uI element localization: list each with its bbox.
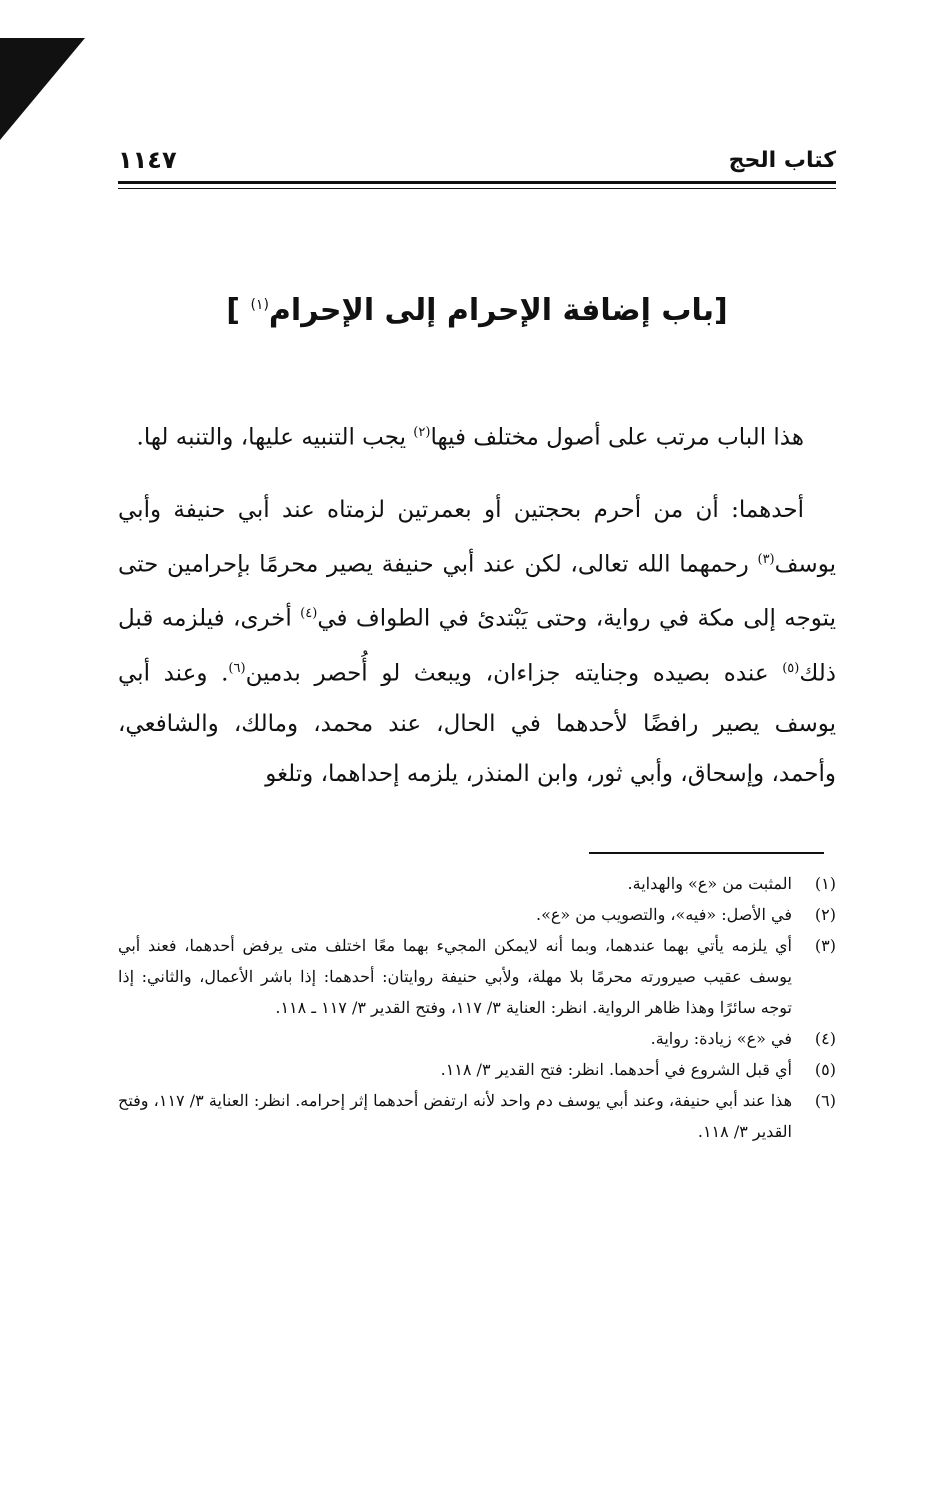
footnote-text: أي قبل الشروع في أحدهما. انظر: فتح القدير ٣/ ١١٨.	[440, 1060, 792, 1079]
page-header	[118, 140, 836, 180]
footnote-text: هذا عند أبي حنيفة، وعند أبي يوسف دم واحد لأنه ارتفض أحدهما إثر إحرامه. انظر: العناية ٣/ ١١٧، وفتح القدير ٣/ ١١٨.	[118, 1091, 793, 1141]
footnote-number: (٢)	[814, 905, 836, 924]
text-run: يجب التنبيه عليها، والتنبه لها.	[136, 424, 414, 451]
footnotes	[118, 868, 836, 1147]
footnote-number: (٣)	[814, 936, 836, 955]
text-run: رحمهما الله تعالى، لكن عند أبي حنيفة يصير محرمًا بإحرامين حتى يتوجه إلى مكة في رواية، وحتى يَبْتدئ في الطواف في	[118, 551, 837, 632]
corner-mark	[0, 0, 90, 145]
footnote-separator	[589, 852, 824, 854]
footnote-ref: (٣)	[757, 551, 775, 567]
footnote-ref: (٥)	[782, 660, 800, 676]
text-run: . وعند أبي يوسف يصير رافضًا لأحدهما في الحال، عند محمد، ومالك، والشافعي، وأحمد، وإسحاق، وأبي ثور، وابن المنذر، يلزمه إحداهما، وتلغو	[118, 660, 836, 787]
footnote-text: في «ع» زيادة: رواية.	[650, 1029, 792, 1048]
main-text	[118, 408, 836, 799]
paragraph-first	[118, 485, 836, 799]
header-rule-thin	[118, 188, 836, 189]
chapter-title-footnote-ref: (١)	[250, 297, 269, 313]
footnote-item	[118, 1085, 836, 1147]
footnote-ref: (٦)	[228, 660, 246, 676]
footnote-text: أي يلزمه يأتي بهما عندهما، وبما أنه لايمكن المجيء بهما معًا اختلف متى يرفض أحدهما، فعند أبي يوسف عقيب صيرورته محرمًا بلا مهلة، ولأبي حنيفة روايتان: أحدهما: إذا باشر الأعمال، والثاني: إذا توجه سائرًا وهذا ظاهر الرواية. انظر: العناية ٣/ ١١٧، وفتح القدير ٣/ ١١٧ ـ ١١٨.	[118, 936, 792, 1017]
footnote-ref: (٤)	[300, 606, 318, 622]
book-title: كتاب الحج	[728, 148, 836, 173]
footnote-item	[118, 1023, 836, 1054]
footnote-item	[118, 868, 836, 899]
footnote-number: (٦)	[814, 1091, 836, 1110]
chapter-title	[118, 283, 836, 333]
footnote-number: (٤)	[814, 1029, 836, 1048]
text-run: أحدهما: أن من أحرم بحجتين أو بعمرتين لزمتاه عند أبي حنيفة وأبي يوسف	[118, 496, 836, 578]
footnote-text: في الأصل: «فيه»، والتصويب من «ع».	[535, 905, 792, 924]
footnote-text: المثبت من «ع» والهداية.	[627, 874, 792, 893]
footnote-number: (١)	[814, 874, 836, 893]
footnote-number: (٥)	[814, 1060, 836, 1079]
footnote-item	[118, 930, 836, 1023]
footnote-item	[118, 1054, 836, 1085]
text-run: عنده بصيده وجنايته جزاءان، ويبعث لو أُحصر بدمين	[245, 660, 783, 687]
header-rule-thick	[118, 181, 836, 184]
footnote-ref: (٢)	[413, 425, 431, 440]
page-number: ١١٤٧	[118, 146, 177, 174]
chapter-title-text: [باب إضافة الإحرام إلى الإحرام	[268, 293, 728, 328]
footnote-item	[118, 899, 836, 930]
text-run: أخرى، فيلزمه قبل ذلك	[118, 605, 836, 687]
chapter-title-bracket: ]	[226, 293, 240, 328]
text-run: هذا الباب مرتب على أصول مختلف فيها	[430, 424, 804, 451]
paragraph-intro	[118, 408, 836, 463]
